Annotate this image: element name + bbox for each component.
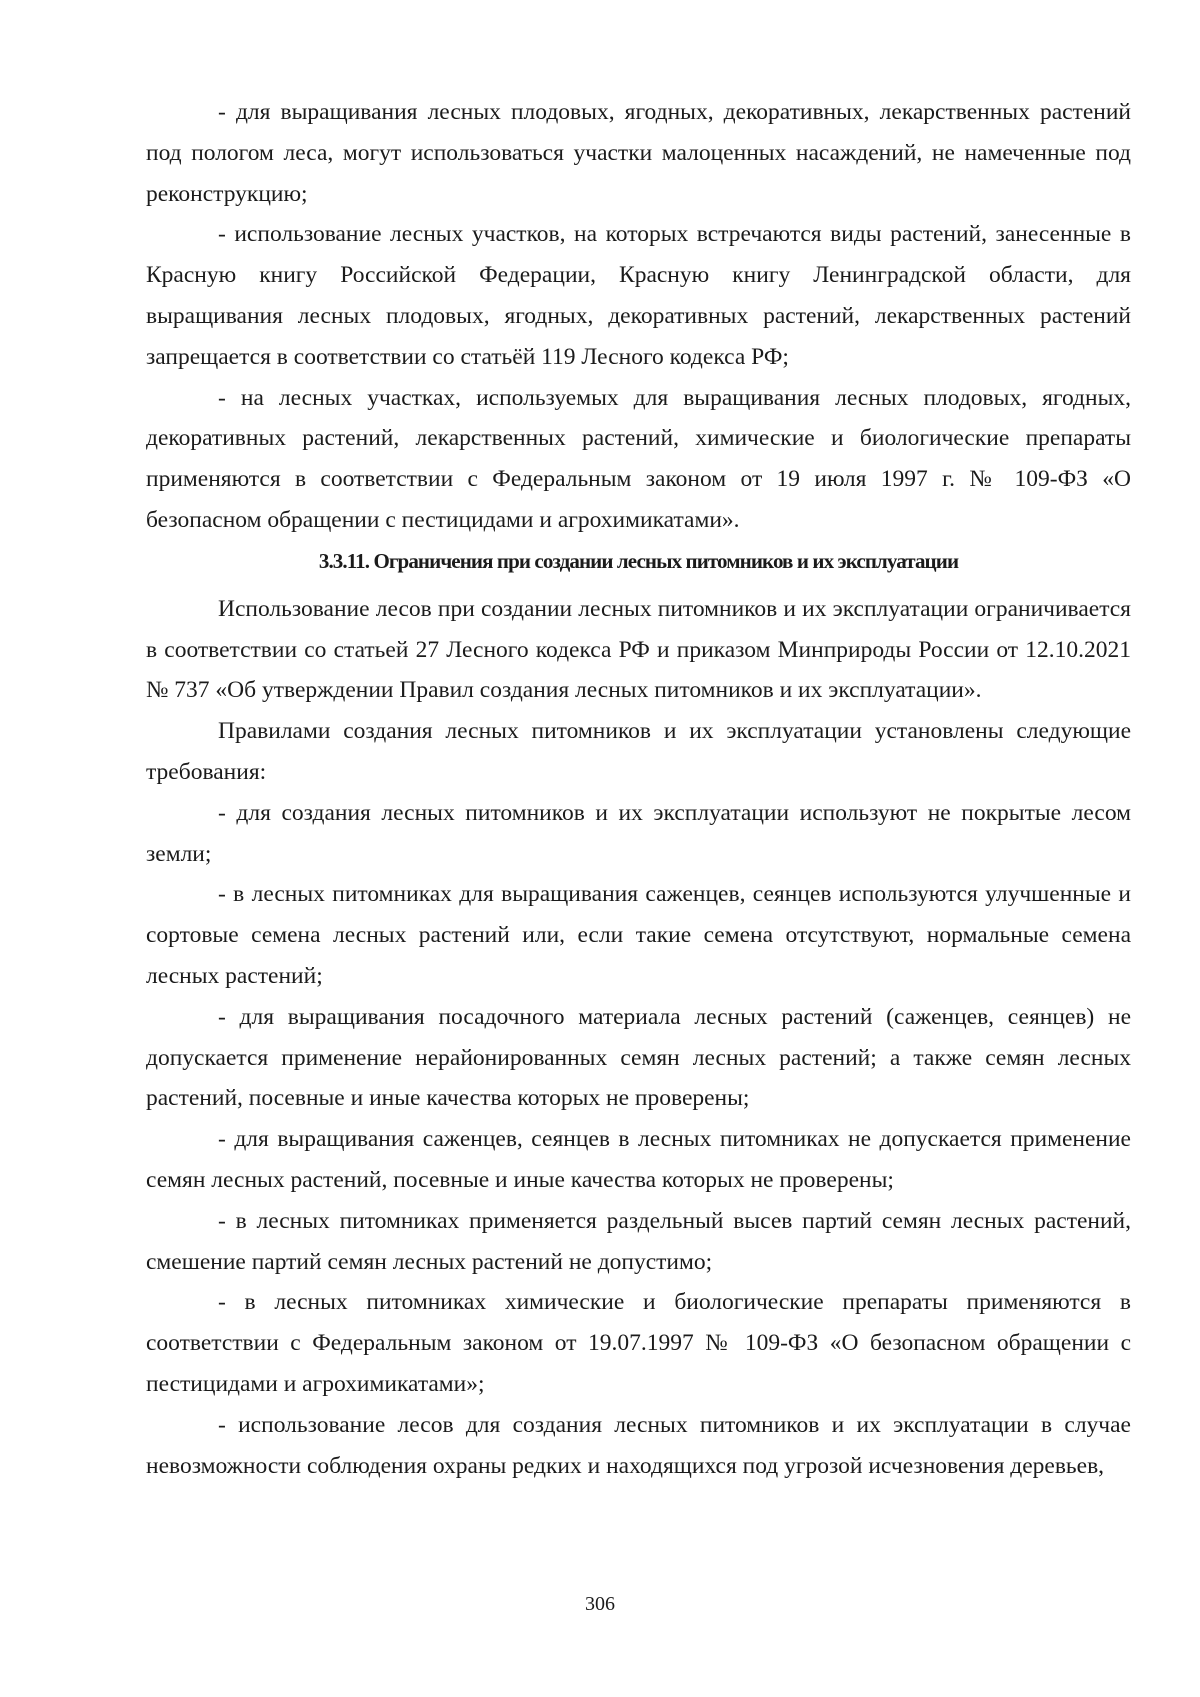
paragraph: - в лесных питомниках химические и биологические препараты применяются в соответствии с Федеральным законом от 19.07.1997 № 109-ФЗ «О безопасном обращении с пестицидами и агрохимикатами»; bbox=[146, 1289, 1131, 1397]
paragraph: Использование лесов при создании лесных питомников и их эксплуатации ограничивается в соответствии со статьей 27 Лесного кодекса РФ и приказом Минприроды России от 12.10.2021 № 737 «Об утверждении Правил создания лесных питомников и их эксплуатации». bbox=[146, 595, 1131, 704]
paragraph: Правилами создания лесных питомников и их эксплуатации установлены следующие требования: bbox=[146, 718, 1131, 785]
paragraph: - на лесных участках, используемых для выращивания лесных плодовых, ягодных, декоративных растений, лекарственных растений, химические и биологические препараты применяются в соответствии с Федеральным законом от 19 июля 1997 г. № 109-ФЗ «О безопасном обращении с пестицидами и агрохимикатами». bbox=[146, 384, 1131, 533]
paragraph: - для выращивания посадочного материала лесных растений (саженцев, сеянцев) не допускается применение нерайонированных семян лесных растений; а также семян лесных растений, посевные и иные качества которых не проверены; bbox=[146, 1003, 1131, 1112]
paragraph: - для выращивания саженцев, сеянцев в лесных питомниках не допускается применение семян лесных растений, посевные и иные качества которых не проверены; bbox=[146, 1126, 1131, 1193]
paragraph: - использование лесов для создания лесных питомников и их эксплуатации в случае невозможности соблюдения охраны редких и находящихся под угрозой исчезновения деревьев, bbox=[146, 1411, 1131, 1479]
paragraph: - для выращивания лесных плодовых, ягодных, декоративных, лекарственных растений под пологом леса, могут использоваться участки малоценных насаждений, не намеченные под реконструкцию; bbox=[146, 99, 1131, 207]
paragraph: - использование лесных участков, на которых встречаются виды растений, занесенные в Красную книгу Российской Федерации, Красную книгу Ленинградской области, для выращивания лесных плодовых, ягодных, декоративных растений, лекарственных растений запрещается в соответствии со статьёй 119 Лесного кодекса РФ; bbox=[146, 221, 1131, 370]
page-number: 306 bbox=[585, 1593, 615, 1615]
paragraph: - в лесных питомниках для выращивания саженцев, сеянцев используются улучшенные и сортовые семена лесных растений или, если такие семена отсутствуют, нормальные семена лесных растений; bbox=[146, 881, 1131, 989]
paragraph: - в лесных питомниках применяется раздельный высев партий семян лесных растений, смешение партий семян лесных растений не допустимо; bbox=[146, 1207, 1131, 1275]
section-heading: 3.3.11. Ограничения при создании лесных питомников и их эксплуатации bbox=[318, 548, 959, 573]
paragraph: - для создания лесных питомников и их эксплуатации используют не покрытые лесом земли; bbox=[146, 799, 1131, 867]
page-body bbox=[146, 92, 1131, 1486]
